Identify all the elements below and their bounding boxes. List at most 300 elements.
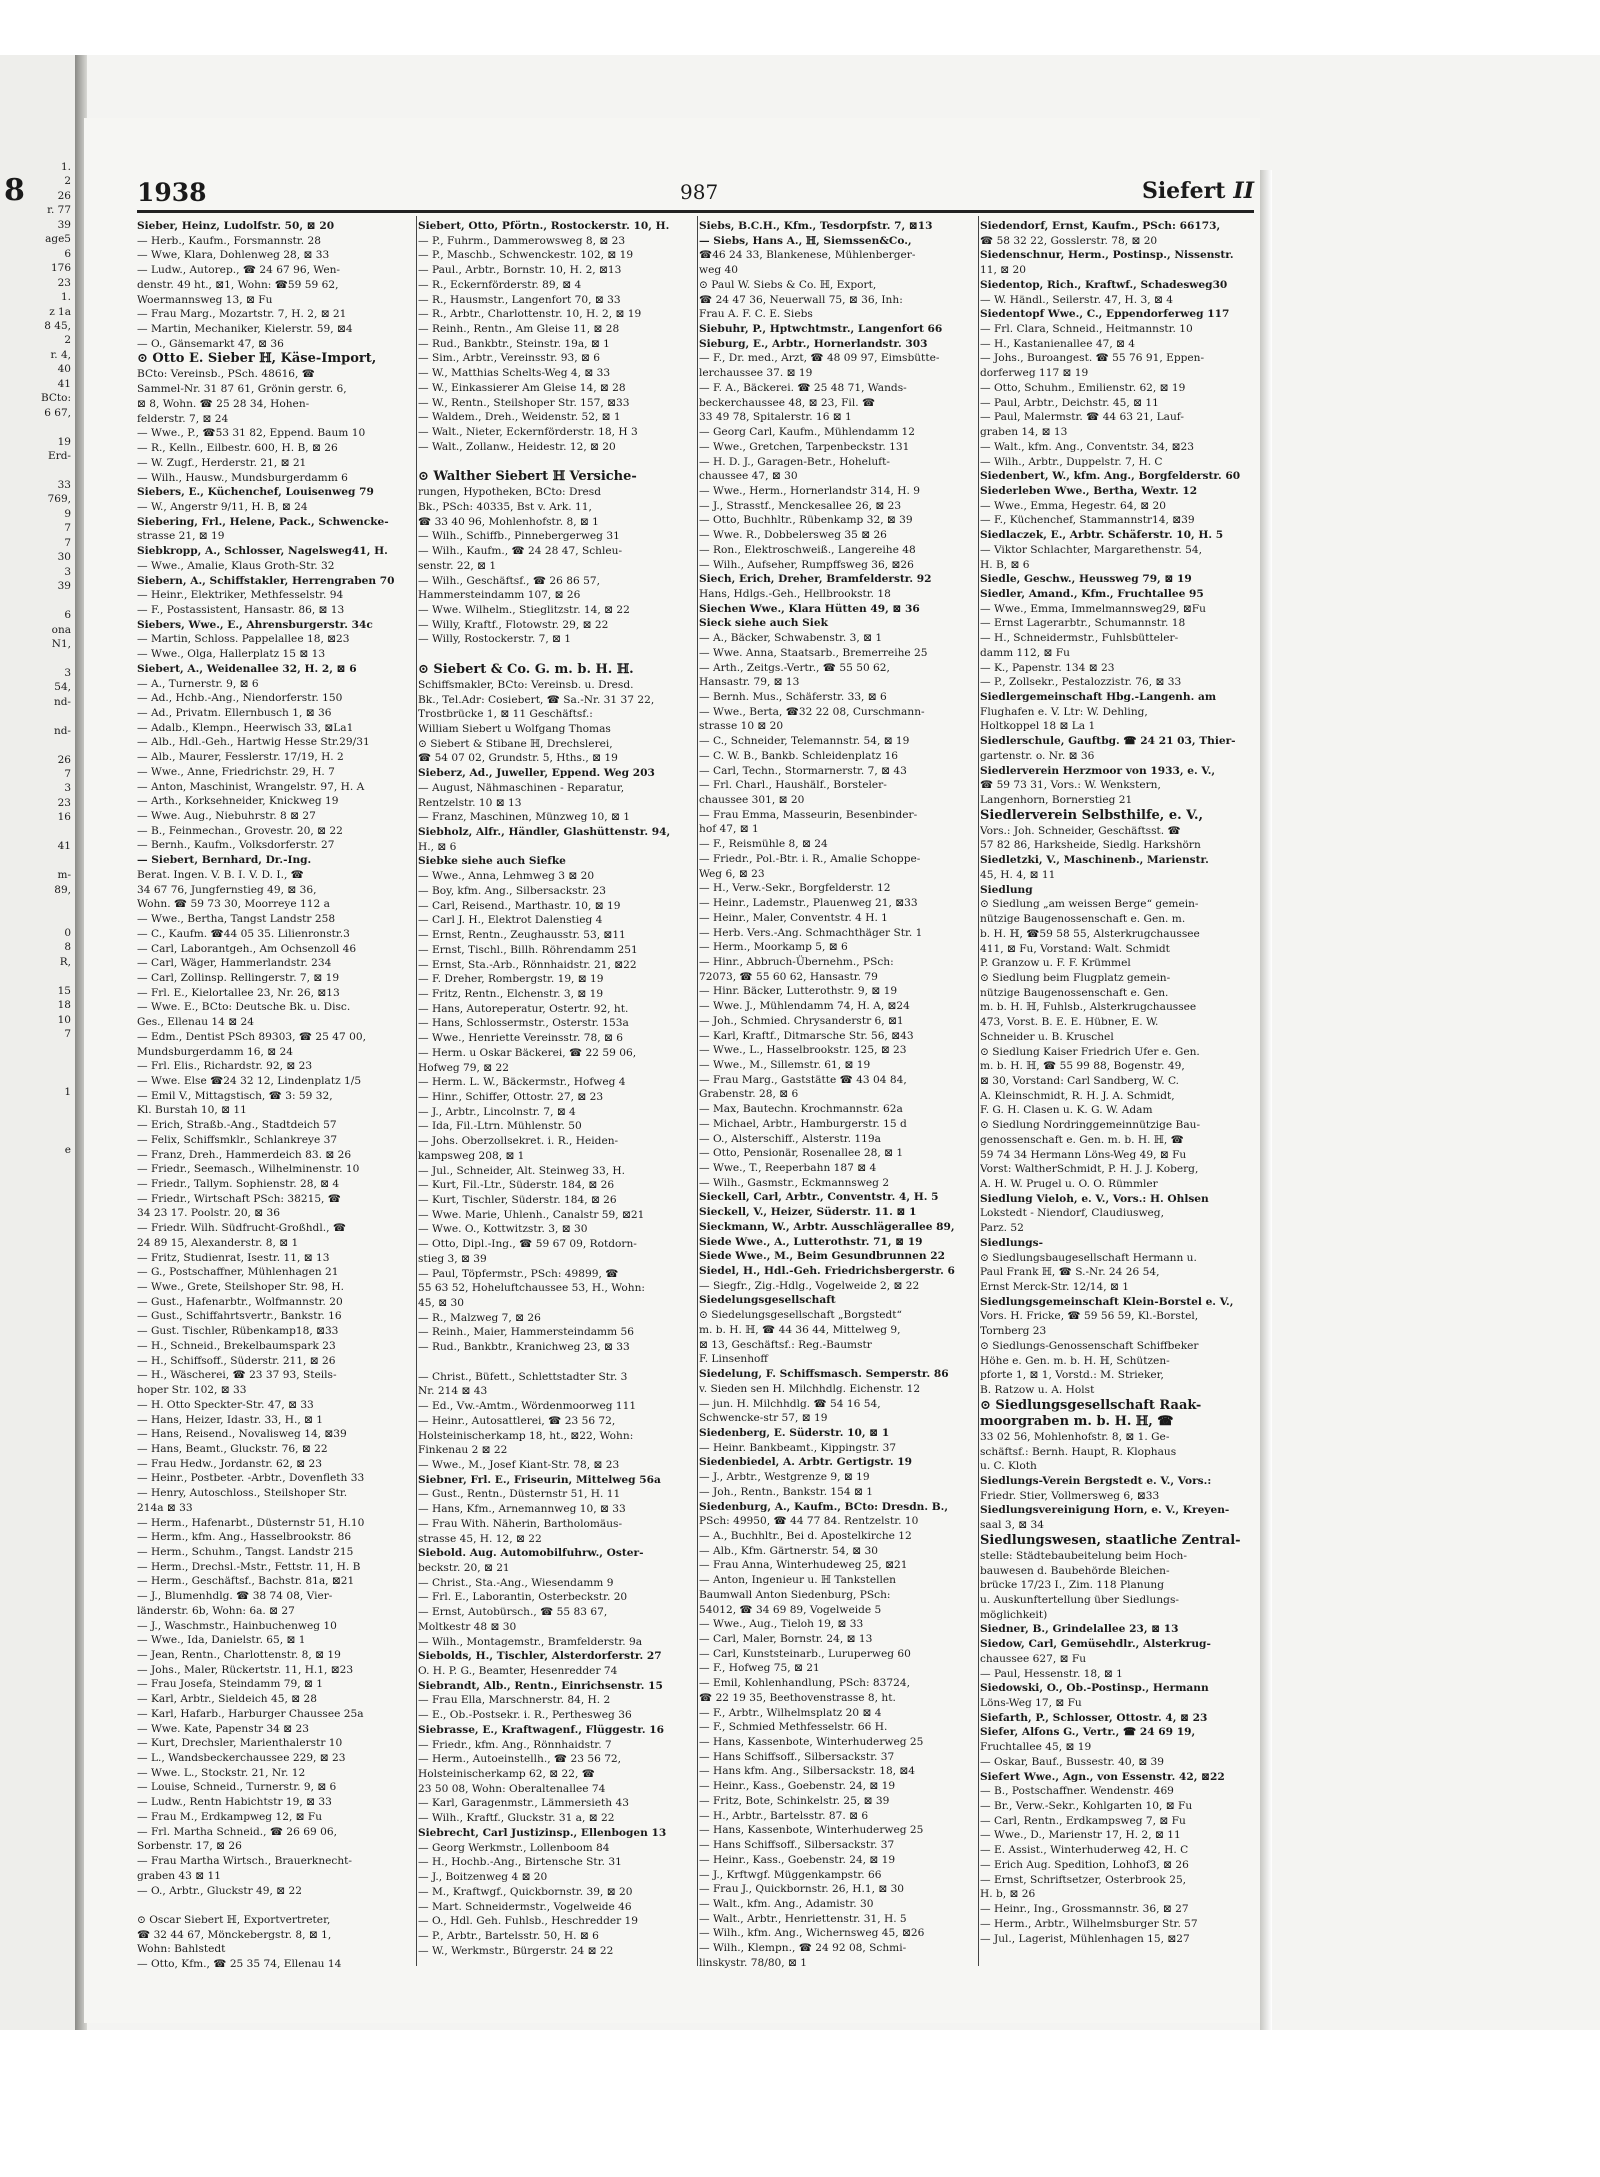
directory-entry: — Friedr. Wilh. Südfrucht-Großhdl., ☎	[137, 1222, 347, 1235]
directory-entry: — Bernh. Mus., Schäferstr. 33, ⊠ 6	[699, 691, 887, 703]
previous-page-fragment: Erd-	[48, 450, 71, 463]
previous-page-fragment: 7	[64, 522, 71, 535]
directory-entry: — Paul, Hessenstr. 18, ⊠ 1	[980, 1667, 1123, 1680]
previous-page-fragment: age5	[45, 233, 71, 246]
directory-entry: — Wwe. R., Dobbelersweg 35 ⊠ 26	[699, 529, 887, 542]
previous-page-fragment: 9	[64, 507, 71, 520]
directory-entry: ⊙ Siedlung beim Flugplatz gemein-	[980, 971, 1171, 984]
directory-entry: — Frl. Clara, Schneid., Heitmannstr. 10	[980, 323, 1193, 336]
directory-entry: ⊙ Walther Siebert ℍ Versiche-	[418, 469, 637, 485]
previous-page-fragment: nd-	[53, 724, 71, 737]
directory-entry: 45, H. 4, ⊠ 11	[980, 868, 1056, 881]
directory-entry: — Emil, Kohlenhandlung, PSch: 83724,	[699, 1677, 911, 1690]
directory-entry: senstr. 22, ⊠ 1	[418, 559, 497, 572]
directory-entry: — Kurt, Tischler, Süderstr. 184, ⊠ 26	[418, 1194, 617, 1206]
directory-entry: 33 49 78, Spitalerstr. 16 ⊠ 1	[699, 411, 852, 424]
directory-entry: — Heinr., Ing., Grossmannstr. 36, ⊠ 27	[980, 1903, 1189, 1916]
directory-entry: — F. A., Bäckerei. ☎ 25 48 71, Wands-	[699, 381, 907, 394]
directory-entry: Siederleben Wwe., Bertha, Wextr. 12	[980, 484, 1198, 497]
previous-page-edge	[0, 55, 77, 2030]
directory-entry: Mundsburgerdamm 16, ⊠ 24	[137, 1045, 293, 1058]
directory-entry: — jun. H. Milchhdlg. ☎ 54 16 54,	[699, 1397, 881, 1410]
directory-entry: — P., Maschb., Schwenckestr. 102, ⊠ 19	[418, 249, 634, 262]
directory-entry: Siedenbiedel, A. Arbtr. Gertigstr. 19	[699, 1456, 912, 1469]
directory-entry: Sammel-Nr. 31 87 61, Grönin gerstr. 6,	[137, 383, 347, 396]
directory-entry: — Paul, Arbtr., Deichstr. 45, ⊠ 11	[980, 396, 1159, 409]
directory-entry: — Michael, Arbtr., Hamburgerstr. 15 d	[699, 1117, 907, 1130]
previous-page-fragment: 7	[64, 1028, 71, 1041]
directory-entry: Siedner, B., Grindelallee 23, ⊠ 13	[980, 1623, 1179, 1636]
directory-entry: PSch: 49950, ☎ 44 77 84. Rentzelstr. 10	[699, 1515, 919, 1528]
directory-entry	[418, 1355, 693, 1370]
previous-page-fragment: 19	[57, 435, 71, 448]
directory-entry: 34 67 76, Jungfernstieg 49, ⊠ 36,	[137, 883, 317, 896]
directory-entry: Siebern, A., Schiffstakler, Herrengraben 70	[137, 574, 395, 587]
page-edge-shadow	[1260, 170, 1272, 2030]
previous-page-number: 8	[4, 173, 25, 208]
directory-entry: — Johs. Oberzollsekret. i. R., Heiden-	[418, 1135, 619, 1148]
directory-entry: — J., Waschmstr., Hainbuchenweg 10	[137, 1619, 337, 1632]
directory-entry: kampsweg 208, ⊠ 1	[418, 1149, 525, 1162]
directory-entry: stieg 3, ⊠ 39	[418, 1252, 487, 1265]
directory-entry: — C., Kaufm. ☎44 05 35. Lilienronstr.3	[137, 927, 350, 940]
directory-entry: — August, Nähmaschinen - Reparatur,	[418, 781, 625, 794]
directory-entry: ☎ 59 73 31, Vors.: W. Wenkstern,	[980, 779, 1161, 792]
directory-entry: Siede Wwe., M., Beim Gesundbrunnen 22	[699, 1250, 946, 1263]
directory-entry: Siedow, Carl, Gemüsehdlr., Alsterkrug-	[980, 1638, 1211, 1651]
directory-entry: Trostbrücke 1, ⊠ 11 Geschäftsf.:	[418, 708, 593, 721]
directory-entry: — Frl. Charl., Haushälf., Borsteler-	[699, 779, 887, 792]
directory-entry: Siebholz, Alfr., Händler, Glashüttenstr. 94,	[418, 826, 671, 839]
previous-page-fragment: 33	[57, 478, 71, 491]
directory-entry: — Heinr. Bankbeamt., Kippingstr. 37	[699, 1441, 897, 1454]
directory-entry: Vorst: WaltherSchmidt, P. H. J. J. Koberg,	[980, 1163, 1199, 1176]
directory-entry: Siebers, E., Küchenchef, Louisenweg 79	[137, 486, 374, 499]
directory-entry: — Hans, Reisend., Novalisweg 14, ⊠39	[137, 1428, 347, 1441]
directory-entry: — Gust., Schiffahrtsvertr., Bankstr. 16	[137, 1310, 342, 1323]
directory-entry: — Fritz, Rentn., Elchenstr. 3, ⊠ 19	[418, 987, 604, 1000]
directory-entry: — Herm., Autoeinstellh., ☎ 23 56 72,	[418, 1753, 622, 1766]
directory-entry: — Frau Anna, Winterhudeweg 25, ⊠21	[699, 1559, 908, 1572]
directory-entry: — Frau With. Näherin, Bartholomäus-	[418, 1517, 623, 1530]
previous-page-fragment: 10	[57, 1013, 71, 1026]
directory-entry: — Siegfr., Zig.-Hdlg., Vogelweide 2, ⊠ 22	[699, 1279, 920, 1292]
directory-entry: Siedlerverein Selbsthilfe, e. V.,	[980, 807, 1204, 823]
directory-entry: — Herm., Moorkamp 5, ⊠ 6	[699, 941, 848, 954]
directory-column-2	[418, 219, 693, 1979]
directory-entry: Fruchtallee 45, ⊠ 19	[980, 1741, 1092, 1754]
directory-entry: — Frl. Martha Schneid., ☎ 26 69 06,	[137, 1825, 337, 1838]
directory-entry: Siebolds, H., Tischler, Alsterdorferstr. 27	[418, 1650, 662, 1663]
directory-entry: — M., Kraftwgf., Quickbornstr. 39, ⊠ 20	[418, 1885, 633, 1898]
directory-entry: — Hans, Kassenbote, Winterhuderweg 25	[699, 1736, 924, 1749]
directory-entry: — R., Eckernförderstr. 89, ⊠ 4	[418, 278, 582, 291]
directory-entry: — Walt., Nieter, Eckernförderstr. 18, H 3	[418, 426, 638, 439]
directory-entry: Tornberg 23	[980, 1325, 1047, 1338]
directory-entry: — Carl, Wäger, Hammerlandstr. 234	[137, 957, 332, 970]
directory-entry: ⊙ Siedlung „am weissen Berge“ gemein-	[980, 898, 1199, 911]
previous-page-fragment: 40	[57, 363, 71, 376]
directory-entry: Hammersteindamm 107, ⊠ 26	[418, 589, 581, 602]
previous-page-fragment: 6	[64, 247, 71, 260]
directory-entry: — Rud., Bankbtr., Kranichweg 23, ⊠ 33	[418, 1341, 630, 1354]
directory-entry: Siedlerschule, Gauftbg. ☎ 24 21 03, Thier-	[980, 735, 1236, 748]
directory-entry: Höhe e. Gen. m. b. H. ℍ, Schützen-	[980, 1354, 1170, 1367]
directory-entry: chaussee 627, ⊠ Fu	[980, 1652, 1087, 1665]
directory-entry: schäftsf.: Bernh. Haupt, R. Klophaus	[980, 1445, 1177, 1458]
directory-entry: — Gust., Rentn., Düsternstr 51, H. 11	[418, 1488, 621, 1501]
directory-entry: ⊙ Siedlungsbaugesellschaft Hermann u.	[980, 1251, 1197, 1264]
directory-entry: — Jul., Schneider, Alt. Steinweg 33, H.	[418, 1164, 626, 1177]
directory-entry: ☎ 54 07 02, Grundstr. 5, Hths., ⊠ 19	[418, 752, 618, 765]
directory-entry: — Hans, Kassenbote, Winterhuderweg 25	[699, 1824, 924, 1837]
directory-entry: — Carl, Maler, Bornstr. 24, ⊠ 13	[699, 1633, 873, 1645]
directory-entry: — H., Schneid., Brekelbaumspark 23	[137, 1339, 336, 1352]
directory-entry: ⊙ Siedlung Kaiser Friedrich Ufer e. Gen.	[980, 1045, 1200, 1058]
directory-entry: Flughafen e. V. Ltr: W. Dehling,	[980, 705, 1148, 718]
previous-page-fragment: 54,	[54, 681, 71, 694]
directory-entry: — Wilh., Aufseher, Rumpffsweg 36, ⊠26	[699, 558, 914, 571]
directory-entry: — Wilh., Geschäftsf., ☎ 26 86 57,	[418, 574, 600, 587]
directory-entry: — Frau Hedw., Jordanstr. 62, ⊠ 23	[137, 1457, 322, 1470]
directory-entry: Ernst Merck-Str. 12/14, ⊠ 1	[980, 1281, 1130, 1294]
directory-entry: — Herm., Drechsl.-Mstr., Fettstr. 11, H. B	[137, 1560, 361, 1573]
directory-entry: — Wwe., Olga, Hallerplatz 15 ⊠ 13	[137, 648, 326, 661]
directory-entry: — Adalb., Klempn., Heerwisch 33, ⊠La1	[137, 721, 354, 734]
directory-entry: Vors. H. Fricke, ☎ 59 56 59, Kl.-Borstel,	[980, 1310, 1199, 1323]
directory-entry: Sieckmann, W., Arbtr. Ausschlägerallee 89,	[699, 1220, 955, 1233]
directory-entry: — F., Arbtr., Wilhelmsplatz 20 ⊠ 4	[699, 1706, 882, 1719]
directory-entry: 55 63 52, Hoheluftchaussee 53, H., Wohn:	[418, 1282, 645, 1295]
previous-page-fragment: 2	[64, 175, 71, 188]
running-head-volume: II	[1233, 178, 1254, 204]
directory-entry: pforte 1, ⊠ 1, Vorstd.: M. Strieker,	[980, 1369, 1164, 1382]
directory-entry: — Ludw., Rentn Habichtstr 19, ⊠ 33	[137, 1796, 332, 1809]
previous-page-fragment: 23	[57, 276, 71, 289]
directory-entry: Siebrasse, E., Kraftwagenf., Flüggestr. 16	[418, 1723, 665, 1736]
directory-entry: Weg 6, ⊠ 23	[699, 867, 765, 880]
previous-page-fragment	[0, 594, 71, 608]
directory-entry: — F., Postassistent, Hansastr. 86, ⊠ 13	[137, 603, 345, 616]
directory-entry: Siebuhr, P., Hptwchtmstr., Langenfort 66	[699, 323, 943, 336]
directory-entry: — Wwe. Marie, Uhlenh., Canalstr 59, ⊠21	[418, 1208, 645, 1221]
directory-entry: — Max, Bautechn. Krochmannstr. 62a	[699, 1103, 903, 1116]
directory-entry: — Edm., Dentist PSch 89303, ☎ 25 47 00,	[137, 1030, 366, 1043]
directory-entry: — B., Postschaffner. Wendenstr. 469	[980, 1785, 1174, 1798]
previous-page-fragment: 0	[64, 927, 71, 940]
directory-entry: — Friedr., Pol.-Btr. i. R., Amalie Schoppe-	[699, 852, 921, 865]
directory-entry: Löns-Weg 17, ⊠ Fu	[980, 1697, 1082, 1709]
directory-entry: saal 3, ⊠ 34	[980, 1519, 1045, 1532]
directory-entry: felderstr. 7, ⊠ 24	[137, 412, 229, 425]
directory-entry: — Herm., Hafenarbt., Düsternstr 51, H.10	[137, 1516, 365, 1529]
directory-entry: — Reinh., Maier, Hammersteindamm 56	[418, 1326, 634, 1339]
directory-entry: — Hans kfm. Ang., Silbersackstr. 18, ⊠4	[699, 1765, 916, 1778]
directory-entry: — H., Schneidermstr., Fuhlsbütteler-	[980, 632, 1179, 645]
directory-entry: — Ludw., Autorep., ☎ 24 67 96, Wen-	[137, 264, 341, 277]
directory-entry: strasse 21, ⊠ 19	[137, 530, 225, 543]
directory-entry: Kl. Burstah 10, ⊠ 11	[137, 1104, 247, 1117]
previous-page-fragment: 2	[64, 334, 71, 347]
directory-entry: — Frau Josefa, Steindamm 79, ⊠ 1	[137, 1678, 323, 1691]
directory-entry: strasse 10 ⊠ 20	[699, 720, 784, 733]
directory-entry: m. b. H. ℍ, ☎ 55 99 88, Bogenstr. 49,	[980, 1060, 1185, 1073]
directory-entry: m. b. H. ℍ, ☎ 44 36 44, Mittelweg 9,	[699, 1323, 901, 1336]
directory-entry: ⊠ 8, Wohn. ☎ 25 28 34, Hohen-	[137, 397, 310, 410]
directory-entry: H. b, ⊠ 26	[980, 1888, 1036, 1901]
directory-entry: ⊠ 30, Vorstand: Carl Sandberg, W. C.	[980, 1074, 1180, 1087]
previous-page-fragment: 7	[64, 536, 71, 549]
directory-entry: — Heinr., Postbeter. -Arbtr., Dovenfleth 33	[137, 1472, 365, 1485]
directory-entry: — J., Arbtr., Lincolnstr. 7, ⊠ 4	[418, 1105, 576, 1118]
directory-entry: Finkenau 2 ⊠ 22	[418, 1444, 508, 1457]
directory-entry: — Jean, Rentn., Charlottenstr. 8, ⊠ 19	[137, 1649, 341, 1661]
directory-entry: — Carl, Reisend., Marthastr. 10, ⊠ 19	[418, 899, 621, 912]
directory-entry: — Wwe., Grete, Steilshoper Str. 98, H.	[137, 1281, 344, 1294]
page-header	[137, 178, 1254, 208]
directory-entry: — Carl, Techn., Stormarnerstr. 7, ⊠ 43	[699, 764, 907, 777]
directory-entry: — Wwe., P., ☎53 31 82, Eppend. Baum 10	[137, 427, 366, 440]
previous-page-fragment: 39	[57, 218, 71, 231]
directory-entry: Bk., PSch: 40335, Bst v. Ark. 11,	[418, 500, 592, 513]
directory-entry: — Carl, Laborantgeh., Am Ochsenzoll 46	[137, 942, 357, 955]
directory-entry: b. H. ℍ, ☎59 58 55, Alsterkrugchaussee	[980, 927, 1200, 940]
directory-entry: — Christ., Sta.-Ang., Wiesendamm 9	[418, 1576, 614, 1589]
directory-entry: — Ida, Fil.-Ltrn. Mühlenstr. 50	[418, 1120, 582, 1133]
directory-entry: — Wwe., Anna, Lehmweg 3 ⊠ 20	[418, 870, 595, 883]
previous-page-fragment: 1.	[60, 161, 71, 173]
directory-entry: — Karl, Arbtr., Sieldeich 45, ⊠ 28	[137, 1693, 317, 1706]
directory-entry: — P., Fuhrm., Dammerowsweg 8, ⊠ 23	[418, 234, 626, 247]
directory-entry: — Wwe., Ida, Danielstr. 65, ⊠ 1	[137, 1634, 306, 1647]
directory-entry: — Siebs, Hans A., ℍ, Siemssen&Co.,	[699, 234, 912, 247]
column-divider	[416, 216, 417, 1966]
previous-page-fragment	[0, 1071, 71, 1085]
directory-entry: — Wwe., Bertha, Tangst Landstr 258	[137, 913, 336, 926]
previous-page-fragment: 15	[57, 984, 71, 997]
directory-entry: Grabenstr. 28, ⊠ 6	[699, 1088, 799, 1101]
directory-entry: Holsteinischerkamp 18, ht., ⊠22, Wohn:	[418, 1429, 634, 1442]
directory-entry: — Johs., Maler, Rückertstr. 11, H.1, ⊠23	[137, 1663, 354, 1676]
directory-entry: 24 89 15, Alexanderstr. 8, ⊠ 1	[137, 1236, 299, 1249]
previous-page-fragment: nd-	[53, 695, 71, 708]
directory-entry: — Friedr., Wirtschaft PSch: 38215, ☎	[137, 1192, 341, 1205]
directory-entry: chaussee 301, ⊠ 20	[699, 794, 805, 807]
directory-entry: — Emil V., Mittagstisch, ☎ 3: 59 32,	[137, 1089, 333, 1102]
directory-entry: Woermannsweg 13, ⊠ Fu	[137, 293, 273, 306]
directory-entry: — Mart. Schneidermstr., Vogelweide 46	[418, 1900, 632, 1913]
directory-entry: — Wwe. L., Stockstr. 21, Nr. 12	[137, 1766, 306, 1779]
directory-entry: — Wwe. Kate, Papenstr 34 ⊠ 23	[137, 1722, 309, 1735]
directory-entry: — Christ., Büfett., Schlettstadter Str. 3	[418, 1370, 628, 1383]
directory-entry: Siech, Erich, Dreher, Bramfelderstr. 92	[699, 573, 932, 586]
directory-entry: — Gust. Tischler, Rübenkamp18, ⊠33	[137, 1325, 339, 1338]
directory-entry: Sieberz, Ad., Juweller, Eppend. Weg 203	[418, 767, 655, 780]
directory-entry: 34 23 17. Poolstr. 20, ⊠ 36	[137, 1207, 281, 1220]
previous-page-fragment: 26	[57, 753, 71, 766]
directory-entry: — Heinr., Kass., Goebenstr. 24, ⊠ 19	[699, 1853, 896, 1866]
directory-entry: — J., Krftwgf. Müggenkampstr. 66	[699, 1868, 882, 1881]
directory-entry: — Herb., Kaufm., Forsmannstr. 28	[137, 234, 322, 247]
directory-entry: Siedlungsgemeinschaft Klein-Borstel e. V.,	[980, 1295, 1234, 1308]
directory-entry: Siedelung, F. Schiffsmasch. Semperstr. 86	[699, 1368, 949, 1381]
directory-entry: linskystr. 78/80, ⊠ 1	[699, 1956, 808, 1969]
directory-entry: ⊙ Paul W. Siebs & Co. ℍ, Export,	[699, 278, 877, 291]
directory-entry: — Kurt, Drechsler, Marienthalerstr 10	[137, 1737, 343, 1750]
directory-entry: — Wilh., Kaufm., ☎ 24 28 47, Schleu-	[418, 545, 623, 558]
directory-entry: — H. D. J., Garagen-Betr., Hoheluft-	[699, 455, 890, 468]
directory-entry: — Hans Schiffsoff., Silbersackstr. 37	[699, 1839, 895, 1852]
directory-entry: — Willy, Kraftf., Flotowstr. 29, ⊠ 22	[418, 618, 609, 631]
directory-entry: — Herm., kfm. Ang., Hasselbrookstr. 86	[137, 1531, 352, 1544]
directory-entry: — W., Werkmstr., Bürgerstr. 24 ⊠ 22	[418, 1944, 614, 1957]
directory-entry: — Arth., Korksehneider, Knickweg 19	[137, 795, 339, 808]
directory-entry: — Viktor Schlachter, Margarethenstr. 54,	[980, 543, 1202, 556]
previous-page-fragment: BCto:	[40, 392, 71, 405]
directory-entry: ☎46 24 33, Blankenese, Mühlenberger-	[699, 249, 916, 262]
directory-entry: Siedentop, Rich., Kraftwf., Schadesweg30	[980, 278, 1228, 291]
previous-page-fragment	[0, 420, 71, 434]
directory-entry: — P., Arbtr., Bartelsstr. 50, H. ⊠ 6	[418, 1929, 599, 1942]
previous-page-fragment	[0, 854, 71, 868]
directory-entry: — Wilh., Hausw., Mundsburgerdamm 6	[137, 471, 348, 484]
directory-entry: stelle: Städtebaubeitelung beim Hoch-	[980, 1549, 1187, 1562]
directory-entry: — R., Malzweg 7, ⊠ 26	[418, 1311, 541, 1324]
directory-entry: — Arth., Zeitgs.-Vertr., ☎ 55 50 62,	[699, 661, 890, 674]
directory-entry: — Herm., Schuhm., Tangst. Landstr 215	[137, 1545, 354, 1558]
directory-entry: — Hans, Beamt., Gluckstr. 76, ⊠ 22	[137, 1442, 328, 1455]
directory-entry: Sieckell, V., Heizer, Süderstr. 11. ⊠ 1	[699, 1206, 917, 1219]
directory-entry: — O., Arbtr., Gluckstr 49, ⊠ 22	[137, 1884, 302, 1897]
directory-entry: — H., Verw.-Sekr., Borgfelderstr. 12	[699, 882, 891, 895]
header-rule	[137, 210, 1254, 213]
previous-page-fragment	[0, 1172, 71, 1186]
directory-entry: — W., Einkassierer Am Gleise 14, ⊠ 28	[418, 381, 626, 394]
directory-entry: — H., Hochb.-Ang., Birtensche Str. 31	[418, 1856, 622, 1869]
directory-entry: — Ernst Lagerarbtr., Schumannstr. 18	[980, 617, 1186, 630]
directory-entry: Siedenburg, A., Kaufm., BCto: Dresdn. B.,	[699, 1500, 949, 1513]
directory-entry: Siebrecht, Carl Justizinsp., Ellenbogen 13	[418, 1826, 667, 1839]
directory-entry: — Frau Martha Wirtsch., Brauerknecht-	[137, 1855, 353, 1868]
previous-page-fragment: 41	[57, 840, 71, 853]
header-running-head	[1142, 178, 1254, 204]
directory-entry: A. Kleinschmidt, R. H. J. A. Schmidt,	[980, 1089, 1175, 1102]
directory-entry: — Jul., Lagerist, Mühlenhagen 15, ⊠27	[980, 1932, 1190, 1945]
previous-page-fragment: m-	[57, 869, 71, 882]
directory-entry: — Wwe., L., Hasselbrookstr. 125, ⊠ 23	[699, 1044, 907, 1057]
previous-page-fragment: 23	[57, 796, 71, 809]
directory-entry: — Wwe., Anne, Friedrichstr. 29, H. 7	[137, 765, 335, 778]
directory-entry: dorferweg 117 ⊠ 19	[980, 367, 1089, 380]
directory-entry: — Wwe., Henriette Vereinsstr. 78, ⊠ 6	[418, 1032, 623, 1045]
directory-entry	[137, 1898, 412, 1913]
directory-entry: A. H. W. Prugel u. O. O. Rümmler	[980, 1178, 1158, 1190]
directory-entry: — Alb., Maurer, Fesslerstr. 17/19, H. 2	[137, 751, 344, 764]
directory-entry: — Reinh., Rentn., Am Gleise 11, ⊠ 28	[418, 323, 620, 336]
directory-entry: chaussee 47, ⊠ 30	[699, 470, 798, 483]
directory-entry: 59 74 34 Hermann Löns-Weg 49, ⊠ Fu	[980, 1148, 1187, 1161]
directory-entry: — J., Blumenhdlg. ☎ 38 74 08, Vier-	[137, 1590, 333, 1603]
directory-entry: — Georg Werkmstr., Lollenboom 84	[418, 1841, 610, 1854]
directory-entry: Siedenberg, E. Süderstr. 10, ⊠ 1	[699, 1426, 890, 1439]
directory-entry: — Wilh., Arbtr., Duppelstr. 7, H. C	[980, 455, 1163, 468]
directory-entry: — Carl, Zollinsp. Rellingerstr. 7, ⊠ 19	[137, 971, 340, 984]
directory-entry: 11, ⊠ 20	[980, 264, 1026, 277]
directory-entry: Schwencke-str 57, ⊠ 19	[699, 1412, 828, 1425]
directory-entry: bauwesen d. Baubehörde Bleichen-	[980, 1564, 1170, 1577]
directory-entry: — Georg Carl, Kaufm., Mühlendamm 12	[699, 426, 916, 439]
directory-entry: 473, Vorst. B. E. E. Hübner, E. W.	[980, 1016, 1159, 1029]
directory-entry: beckerchaussee 48, ⊠ 23, Fil. ☎	[699, 396, 876, 409]
directory-entry: Frau A. F. C. E. Siebs	[699, 308, 813, 321]
directory-entry: — Sim., Arbtr., Vereinsstr. 93, ⊠ 6	[418, 352, 600, 365]
directory-entry: — Wwe., Emma, Immelmannsweg29, ⊠Fu	[980, 602, 1206, 615]
directory-entry: Siebke siehe auch Siefke	[418, 855, 566, 868]
directory-entry: — Karl, Hafarb., Harburger Chaussee 25a	[137, 1707, 364, 1720]
directory-entry: — Otto, Schuhm., Emilienstr. 62, ⊠ 19	[980, 381, 1186, 394]
directory-entry: — W. Zugf., Herderstr. 21, ⊠ 21	[137, 456, 307, 469]
directory-entry: — Frl. E., Laborantin, Osterbeckstr. 20	[418, 1591, 628, 1604]
directory-entry: Baumwall Anton Siedenburg, PSch:	[699, 1588, 891, 1601]
directory-entry: — Felix, Schiffsmklr., Schlankreye 37	[137, 1133, 338, 1146]
directory-entry: v. Sieden sen H. Milchhdlg. Eichenstr. 12	[699, 1382, 921, 1395]
directory-entry: hoper Str. 102, ⊠ 33	[137, 1384, 247, 1397]
previous-page-fragment: 30	[57, 551, 71, 564]
directory-entry: BCto: Vereinsb., PSch. 48616, ☎	[137, 368, 315, 381]
directory-entry: — J., Strasstf., Menckesallee 26, ⊠ 23	[699, 499, 902, 512]
previous-page-fragment: 26	[57, 189, 71, 202]
directory-entry: u. Auskunftertellung über Siedlungs-	[980, 1593, 1179, 1606]
directory-entry: — Friedr., kfm. Ang., Rönnhaidstr. 7	[418, 1738, 612, 1751]
directory-entry: gartenstr. o. Nr. ⊠ 36	[980, 749, 1095, 762]
directory-entry: Siebold. Aug. Automobilfuhrw., Oster-	[418, 1547, 644, 1560]
directory-entry: — Joh., Schmied. Chrysanderstr 6, ⊠1	[699, 1014, 904, 1027]
directory-entry: — Anton, Ingenieur u. ℍ Tankstellen	[699, 1574, 896, 1587]
directory-entry: — Friedr., Tallym. Sophienstr. 28, ⊠ 4	[137, 1178, 340, 1190]
directory-entry: ⊙ Oscar Siebert ℍ, Exportvertreter,	[137, 1913, 331, 1926]
directory-entry: — Herm., Geschäftsf., Bachstr. 81a, ⊠21	[137, 1575, 355, 1588]
directory-entry: — E. Assist., Winterhuderweg 42, H. C	[980, 1844, 1189, 1857]
directory-column-4	[980, 219, 1255, 1979]
directory-entry: — H., Kastanienallee 47, ⊠ 4	[980, 337, 1136, 350]
directory-entry: — Hinr. Bäcker, Lutterothstr. 9, ⊠ 19	[699, 985, 898, 998]
directory-entry: O. H. P. G., Beamter, Hesenredder 74	[418, 1665, 618, 1677]
directory-entry: brücke 17/23 I., Zim. 118 Planung	[980, 1579, 1165, 1592]
directory-entry: Siedlung	[980, 883, 1033, 896]
column-divider	[697, 216, 698, 1966]
directory-entry: — Willy, Rostockerstr. 7, ⊠ 1	[418, 633, 572, 646]
directory-entry: — W., Rentn., Steilshoper Str. 157, ⊠33	[418, 396, 630, 409]
directory-entry: — W., Matthias Schelts-Weg 4, ⊠ 33	[418, 367, 611, 380]
directory-entry: — Hans Schiffsoff., Silbersackstr. 37	[699, 1750, 895, 1763]
directory-entry: Siebert, Otto, Pförtn., Rostockerstr. 10, H.	[418, 220, 670, 232]
directory-entry: lerchaussee 37. ⊠ 19	[699, 367, 813, 380]
directory-entry: Siedlergemeinschaft Hbg.-Langenh. am	[980, 691, 1217, 703]
directory-entry: u. C. Kloth	[980, 1460, 1037, 1473]
directory-entry: ⊙ Siedelungsgesellschaft „Borgstedt“	[699, 1309, 902, 1322]
directory-entry: — Otto, Dipl.-Ing., ☎ 59 67 09, Rotdorn-	[418, 1238, 637, 1251]
directory-entry: Schiffsmakler, BCto: Vereinsb. u. Dresd.	[418, 678, 634, 691]
directory-entry: — Louise, Schneid., Turnerstr. 9, ⊠ 6	[137, 1781, 337, 1794]
directory-entry: Siebs, B.C.H., Kfm., Tesdorpfstr. 7, ⊠13	[699, 220, 933, 232]
directory-entry: — Wwe., Gretchen, Tarpenbeckstr. 131	[699, 440, 910, 453]
directory-entry: — Karl, Kraftf., Ditmarsche Str. 56, ⊠43	[699, 1029, 914, 1042]
directory-entry: — Wwe., Berta, ☎32 22 08, Curschmann-	[699, 705, 925, 718]
directory-entry: — F., Reismühle 8, ⊠ 24	[699, 838, 828, 851]
directory-entry: — Ron., Elektroschweiß., Langereihe 48	[699, 543, 916, 556]
directory-entry: 54012, ☎ 34 69 89, Vogelweide 5	[699, 1603, 882, 1616]
directory-entry: — Frau M., Erdkampweg 12, ⊠ Fu	[137, 1810, 323, 1823]
